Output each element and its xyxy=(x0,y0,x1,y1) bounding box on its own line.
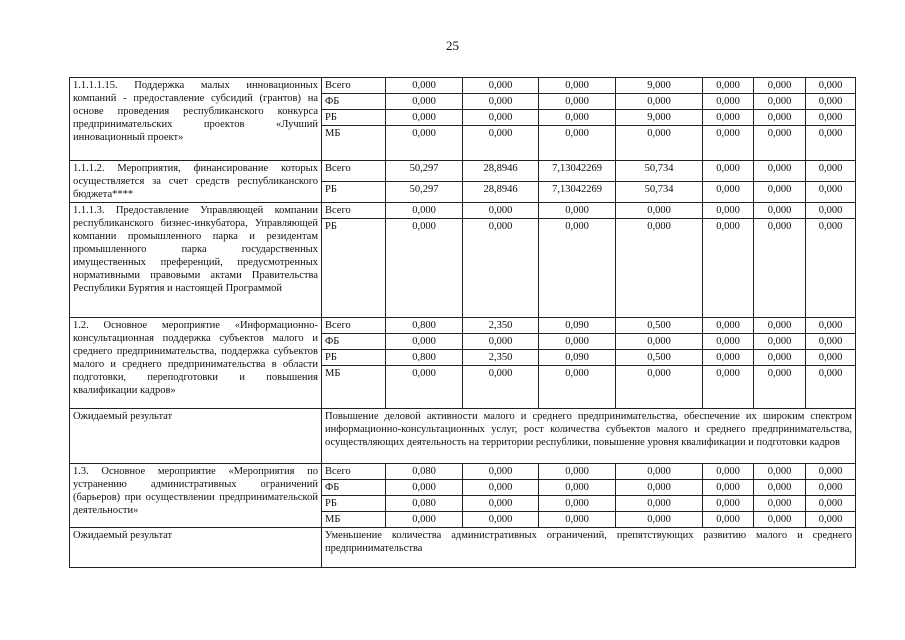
funding-source: РБ xyxy=(322,182,386,203)
expected-result-row xyxy=(70,528,856,568)
amount-cell: 0,000 xyxy=(806,318,856,334)
amount-cell: 0,000 xyxy=(539,110,616,126)
funding-source: Всего xyxy=(322,161,386,182)
amount-cell: 0,000 xyxy=(539,496,616,512)
funding-source: Всего xyxy=(322,78,386,94)
funding-source: РБ xyxy=(322,496,386,512)
amount-cell: 0,000 xyxy=(703,203,754,219)
amount-cell: 9,000 xyxy=(616,110,703,126)
amount-cell: 2,350 xyxy=(463,318,539,334)
funding-source: РБ xyxy=(322,110,386,126)
funding-source: МБ xyxy=(322,126,386,161)
amount-cell: 0,000 xyxy=(754,464,806,480)
table-row xyxy=(70,464,856,480)
amount-cell: 0,000 xyxy=(539,480,616,496)
amount-cell: 0,000 xyxy=(616,464,703,480)
amount-cell: 0,000 xyxy=(616,366,703,409)
amount-cell: 0,000 xyxy=(539,94,616,110)
amount-cell: 0,000 xyxy=(386,78,463,94)
amount-cell: 0,000 xyxy=(463,480,539,496)
amount-cell: 0,000 xyxy=(754,78,806,94)
amount-cell: 0,000 xyxy=(703,318,754,334)
funding-source: ФБ xyxy=(322,334,386,350)
funding-source: Всего xyxy=(322,318,386,334)
amount-cell: 0,000 xyxy=(463,126,539,161)
amount-cell: 0,000 xyxy=(806,78,856,94)
amount-cell: 0,000 xyxy=(616,334,703,350)
amount-cell: 0,000 xyxy=(806,366,856,409)
amount-cell: 0,080 xyxy=(386,464,463,480)
amount-cell: 0,000 xyxy=(539,203,616,219)
budget-table xyxy=(69,77,856,568)
table-row xyxy=(70,78,856,94)
amount-cell: 0,000 xyxy=(463,203,539,219)
amount-cell: 0,000 xyxy=(806,480,856,496)
amount-cell: 0,000 xyxy=(539,219,616,318)
amount-cell: 0,000 xyxy=(754,496,806,512)
amount-cell: 0,000 xyxy=(806,161,856,182)
funding-source: РБ xyxy=(322,219,386,318)
amount-cell: 0,000 xyxy=(703,126,754,161)
amount-cell: 0,000 xyxy=(616,219,703,318)
amount-cell: 0,000 xyxy=(463,78,539,94)
amount-cell: 0,000 xyxy=(754,334,806,350)
funding-source: ФБ xyxy=(322,480,386,496)
amount-cell: 0,000 xyxy=(539,512,616,528)
amount-cell: 0,000 xyxy=(703,334,754,350)
amount-cell: 0,000 xyxy=(754,219,806,318)
funding-source: МБ xyxy=(322,366,386,409)
amount-cell: 0,000 xyxy=(463,464,539,480)
amount-cell: 0,000 xyxy=(703,464,754,480)
amount-cell: 0,000 xyxy=(703,366,754,409)
amount-cell: 0,090 xyxy=(539,350,616,366)
amount-cell: 0,000 xyxy=(616,480,703,496)
measure-name: 1.1.1.2. Мероприятия, финансирование которых осуществляется за счет средств республиканского бюджета**** xyxy=(70,161,322,203)
table-row xyxy=(70,203,856,219)
amount-cell: 0,000 xyxy=(754,110,806,126)
amount-cell: 0,000 xyxy=(806,94,856,110)
measure-name: 1.3. Основное мероприятие «Мероприятия по устранению административных ограничений (барьеров) при осуществлении предпринимательской деятельности» xyxy=(70,464,322,528)
amount-cell: 0,500 xyxy=(616,318,703,334)
expected-result-label: Ожидаемый результат xyxy=(70,528,322,568)
amount-cell: 0,000 xyxy=(616,512,703,528)
amount-cell: 0,000 xyxy=(539,334,616,350)
amount-cell: 0,000 xyxy=(806,496,856,512)
amount-cell: 7,13042269 xyxy=(539,161,616,182)
table-row xyxy=(70,318,856,334)
measure-name: 1.1.1.3. Предоставление Управляющей компании республиканского бизнес-инкубатора, Управляющей компании промышленного парка и резидентам промышленного парка государственных имущественных преференций, предусмотренных нормативными правовыми актами Правительства Республики Бурятия и настоящей Программой xyxy=(70,203,322,318)
amount-cell: 0,000 xyxy=(463,334,539,350)
amount-cell: 28,8946 xyxy=(463,161,539,182)
amount-cell: 0,000 xyxy=(754,203,806,219)
measure-name: 1.1.1.1.15. Поддержка малых инновационных компаний - предоставление субсидий (грантов) на основе проведения республиканского конкурса предпринимательских проектов «Лучший инновационный проект» xyxy=(70,78,322,161)
amount-cell: 0,000 xyxy=(806,126,856,161)
amount-cell: 0,000 xyxy=(754,126,806,161)
amount-cell: 0,000 xyxy=(386,94,463,110)
amount-cell: 0,000 xyxy=(703,496,754,512)
amount-cell: 0,000 xyxy=(616,203,703,219)
amount-cell: 0,080 xyxy=(386,496,463,512)
expected-result-label: Ожидаемый результат xyxy=(70,409,322,464)
amount-cell: 50,297 xyxy=(386,182,463,203)
funding-source: РБ xyxy=(322,350,386,366)
amount-cell: 0,000 xyxy=(463,496,539,512)
amount-cell: 0,000 xyxy=(539,126,616,161)
amount-cell: 0,000 xyxy=(806,350,856,366)
amount-cell: 0,000 xyxy=(703,94,754,110)
amount-cell: 0,500 xyxy=(616,350,703,366)
amount-cell: 0,000 xyxy=(754,318,806,334)
amount-cell: 0,000 xyxy=(386,110,463,126)
amount-cell: 0,000 xyxy=(754,480,806,496)
amount-cell: 28,8946 xyxy=(463,182,539,203)
amount-cell: 0,000 xyxy=(616,126,703,161)
table-row xyxy=(70,161,856,182)
amount-cell: 0,800 xyxy=(386,318,463,334)
amount-cell: 0,000 xyxy=(616,496,703,512)
expected-result-row xyxy=(70,409,856,464)
amount-cell: 9,000 xyxy=(616,78,703,94)
expected-result-text: Повышение деловой активности малого и среднего предпринимательства, обеспечение их широким спектром информационно-консультационных услуг, рост количества субъектов малого и среднего предпринимательства, осуществляющих деятельность на территории республики, повышение уровня квалификации и подготовки кадров xyxy=(322,409,856,464)
amount-cell: 0,000 xyxy=(806,203,856,219)
amount-cell: 0,000 xyxy=(806,182,856,203)
amount-cell: 0,000 xyxy=(463,94,539,110)
amount-cell: 0,000 xyxy=(754,94,806,110)
amount-cell: 0,000 xyxy=(463,366,539,409)
amount-cell: 50,734 xyxy=(616,161,703,182)
amount-cell: 0,000 xyxy=(754,350,806,366)
amount-cell: 0,000 xyxy=(703,110,754,126)
amount-cell: 0,000 xyxy=(703,480,754,496)
amount-cell: 0,000 xyxy=(703,350,754,366)
amount-cell: 0,800 xyxy=(386,350,463,366)
amount-cell: 0,000 xyxy=(386,334,463,350)
amount-cell: 0,000 xyxy=(539,78,616,94)
page-number: 25 xyxy=(446,38,459,53)
amount-cell: 50,734 xyxy=(616,182,703,203)
funding-source: Всего xyxy=(322,464,386,480)
amount-cell: 0,000 xyxy=(703,182,754,203)
amount-cell: 7,13042269 xyxy=(539,182,616,203)
amount-cell: 0,000 xyxy=(806,219,856,318)
amount-cell: 0,000 xyxy=(703,219,754,318)
amount-cell: 0,000 xyxy=(754,161,806,182)
funding-source: Всего xyxy=(322,203,386,219)
funding-source: МБ xyxy=(322,512,386,528)
table-body xyxy=(70,78,856,568)
amount-cell: 0,090 xyxy=(539,318,616,334)
amount-cell: 0,000 xyxy=(703,78,754,94)
amount-cell: 0,000 xyxy=(806,334,856,350)
amount-cell: 0,000 xyxy=(806,110,856,126)
amount-cell: 0,000 xyxy=(386,126,463,161)
amount-cell: 0,000 xyxy=(754,512,806,528)
amount-cell: 0,000 xyxy=(754,366,806,409)
amount-cell: 0,000 xyxy=(463,219,539,318)
amount-cell: 0,000 xyxy=(386,366,463,409)
amount-cell: 0,000 xyxy=(463,512,539,528)
amount-cell: 0,000 xyxy=(806,512,856,528)
amount-cell: 0,000 xyxy=(386,512,463,528)
amount-cell: 0,000 xyxy=(386,219,463,318)
amount-cell: 0,000 xyxy=(806,464,856,480)
amount-cell: 0,000 xyxy=(539,464,616,480)
amount-cell: 0,000 xyxy=(539,366,616,409)
amount-cell: 0,000 xyxy=(754,182,806,203)
funding-source: ФБ xyxy=(322,94,386,110)
amount-cell: 2,350 xyxy=(463,350,539,366)
amount-cell: 50,297 xyxy=(386,161,463,182)
amount-cell: 0,000 xyxy=(463,110,539,126)
amount-cell: 0,000 xyxy=(703,512,754,528)
amount-cell: 0,000 xyxy=(616,94,703,110)
measure-name: 1.2. Основное мероприятие «Информационно-консультационная поддержка субъектов малого и среднего предпринимательства, поддержка субъектов малого и среднего предпринимательства в области подготовки, переподготовки и повышения квалификации кадров» xyxy=(70,318,322,409)
amount-cell: 0,000 xyxy=(386,203,463,219)
expected-result-text: Уменьшение количества административных ограничений, препятствующих развитию малого и среднего предпринимательства xyxy=(322,528,856,568)
amount-cell: 0,000 xyxy=(703,161,754,182)
amount-cell: 0,000 xyxy=(386,480,463,496)
